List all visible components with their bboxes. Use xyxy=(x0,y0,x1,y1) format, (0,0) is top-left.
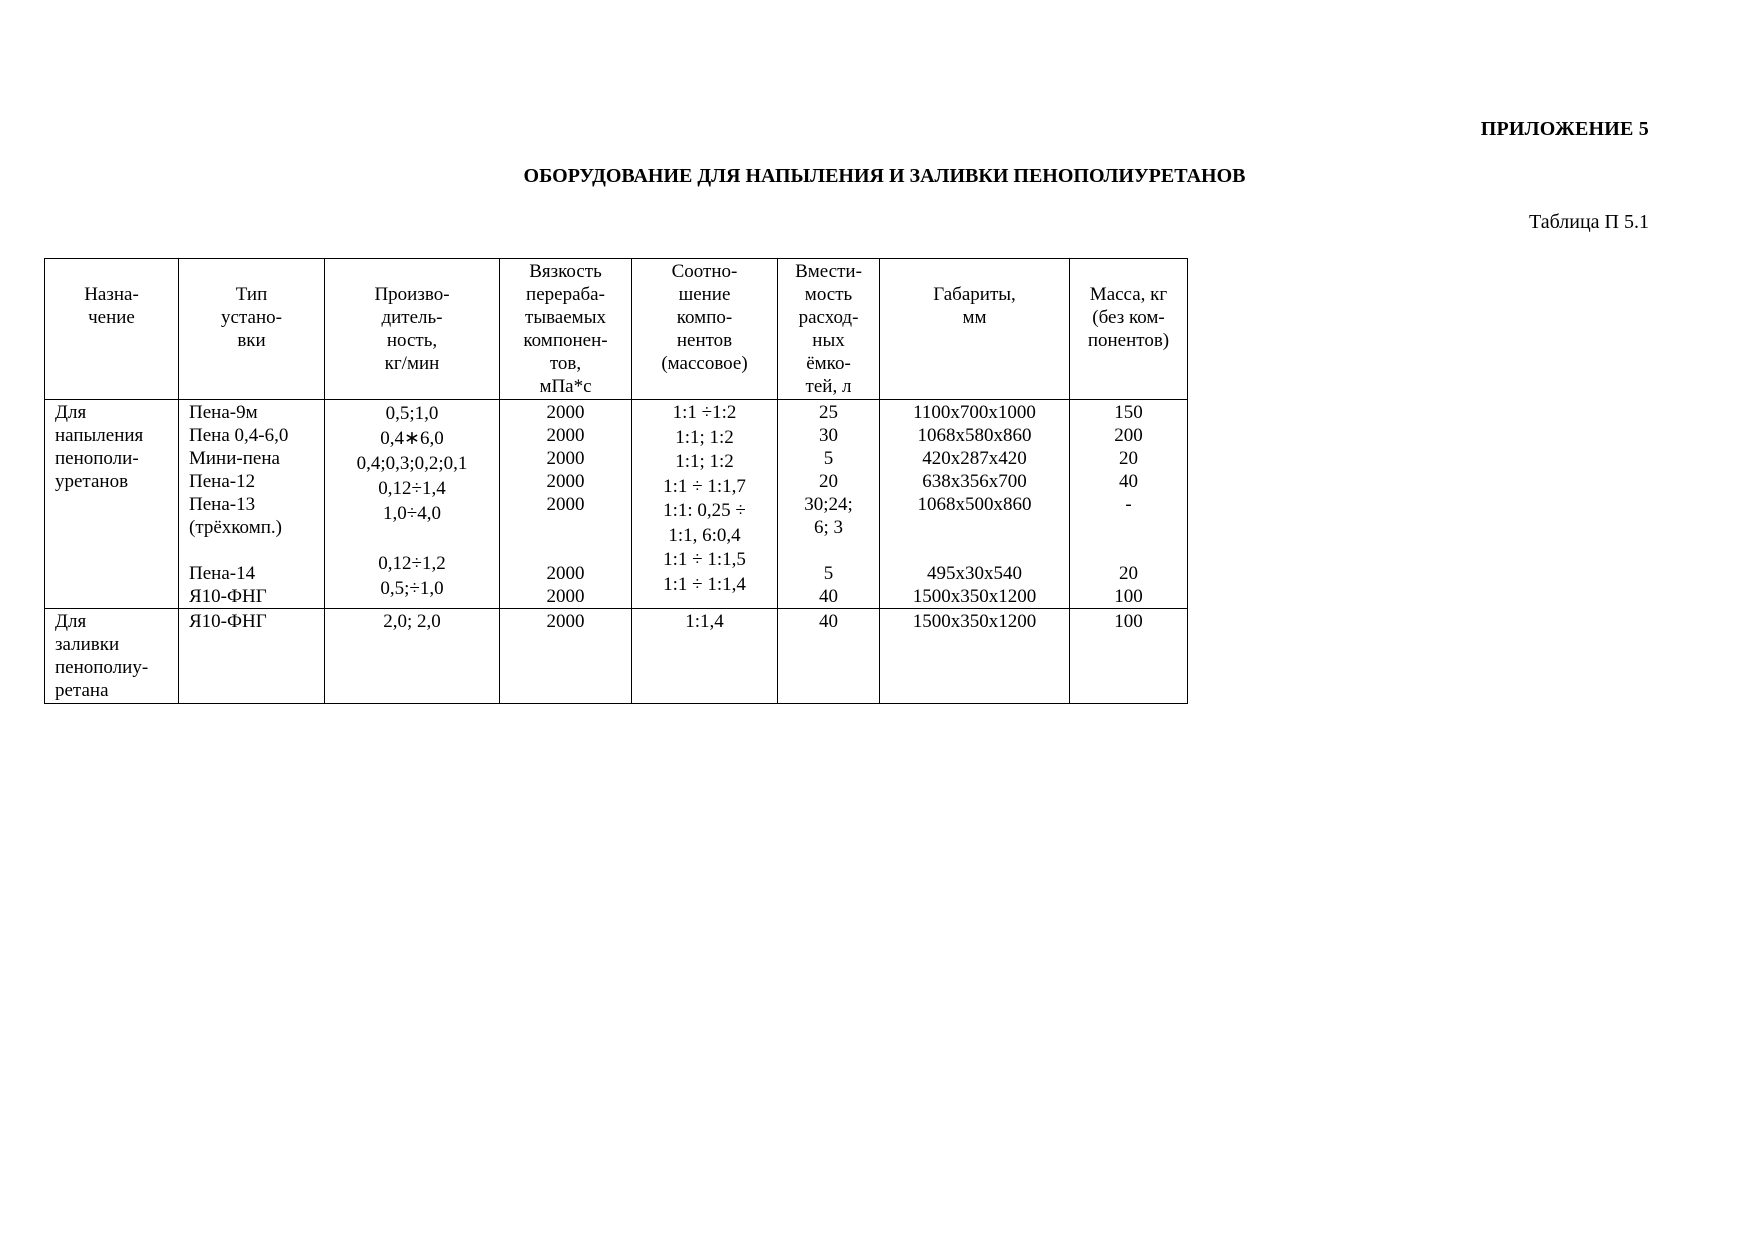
header-capacity: Вмести- мость расход- ных ёмко- тей, л xyxy=(795,261,862,397)
header-viscosity: Вязкость перераба- тываемых компонен- тов, мПа*с xyxy=(523,261,608,397)
row2-purpose: Для заливки пенополиу- ретана xyxy=(55,611,149,701)
header-cell-viscosity xyxy=(500,259,632,400)
row2-type: Я10-ФНГ xyxy=(189,611,267,632)
row1-ratio: 1:1 ÷1:2 1:1; 1:2 1:1; 1:2 1:1 ÷ 1:1,7 1:1: 0,25 ÷ 1:1, 6:0,4 1:1 ÷ 1:1,5 1:1 ÷ 1:1,4 xyxy=(663,402,746,595)
row1-cell-type xyxy=(179,400,325,609)
table-header-row xyxy=(45,259,1188,400)
row2-ratio: 1:1,4 xyxy=(685,611,724,632)
row1-cell-mass xyxy=(1070,400,1188,609)
row2-capacity: 40 xyxy=(819,611,838,632)
table-row xyxy=(45,609,1188,704)
row1-purpose: Для напыления пенополи- уретанов xyxy=(55,402,144,492)
row1-cell-purpose xyxy=(45,400,179,609)
row2-productivity: 2,0; 2,0 xyxy=(383,611,441,632)
row1-cell-dimensions xyxy=(880,400,1070,609)
table-row xyxy=(45,400,1188,609)
row1-cell-capacity xyxy=(778,400,880,609)
header-ratio: Соотно- шение компо- нентов (массовое) xyxy=(661,261,748,374)
row2-dimensions: 1500x350x1200 xyxy=(912,611,1037,632)
header-cell-ratio xyxy=(632,259,778,400)
row1-cell-viscosity xyxy=(500,400,632,609)
row2-viscosity: 2000 xyxy=(546,611,585,632)
row2-cell-viscosity xyxy=(500,609,632,704)
header-productivity: Произво- дитель- ность, кг/мин xyxy=(374,284,450,374)
appendix-label: ПРИЛОЖЕНИЕ 5 xyxy=(1480,118,1649,140)
row1-type: Пена-9м Пена 0,4-6,0 Мини-пена Пена-12 Пена-13 (трёхкомп.) Пена-14 Я10-ФНГ xyxy=(189,402,289,607)
row2-cell-type xyxy=(179,609,325,704)
row1-capacity: 25 30 5 20 30;24; 6; 3 5 40 xyxy=(804,402,853,607)
row1-viscosity: 2000 2000 2000 2000 2000 2000 2000 xyxy=(546,402,585,607)
header-cell-mass xyxy=(1070,259,1188,400)
header-mass: Масса, кг (без ком- понентов) xyxy=(1087,284,1170,351)
header-cell-type xyxy=(179,259,325,400)
row2-mass: 100 xyxy=(1114,611,1143,632)
table-label: Таблица П 5.1 xyxy=(1529,211,1649,233)
row1-cell-productivity xyxy=(325,400,500,609)
header-dimensions: Габариты, мм xyxy=(933,284,1016,328)
header-type: Тип устано- вки xyxy=(221,284,282,351)
row1-dimensions: 1100x700x1000 1068x580x860 420x287x420 638x356x700 1068x500x860 495x30x540 1500x350x1200 xyxy=(912,402,1037,607)
header-purpose: Назна- чение xyxy=(84,284,139,328)
header-cell-capacity xyxy=(778,259,880,400)
row2-cell-purpose xyxy=(45,609,179,704)
header-cell-productivity xyxy=(325,259,500,400)
row2-cell-mass xyxy=(1070,609,1188,704)
header-cell-dimensions xyxy=(880,259,1070,400)
row2-cell-capacity xyxy=(778,609,880,704)
row1-mass: 150 200 20 40 - 20 100 xyxy=(1114,402,1143,607)
row2-cell-dimensions xyxy=(880,609,1070,704)
row2-cell-ratio xyxy=(632,609,778,704)
row1-productivity: 0,5;1,0 0,4∗6,0 0,4;0,3;0,2;0,1 0,12÷1,4 1,0÷4,0 0,12÷1,2 0,5;÷1,0 xyxy=(356,403,468,599)
header-cell-purpose xyxy=(45,259,179,400)
equipment-table xyxy=(44,258,1188,704)
document-title xyxy=(0,165,1755,188)
row1-cell-ratio xyxy=(632,400,778,609)
row2-cell-productivity xyxy=(325,609,500,704)
document-title-text: ОБОРУДОВАНИЕ ДЛЯ НАПЫЛЕНИЯ И ЗАЛИВКИ ПЕНОПОЛИУРЕТАНОВ xyxy=(523,165,1246,187)
